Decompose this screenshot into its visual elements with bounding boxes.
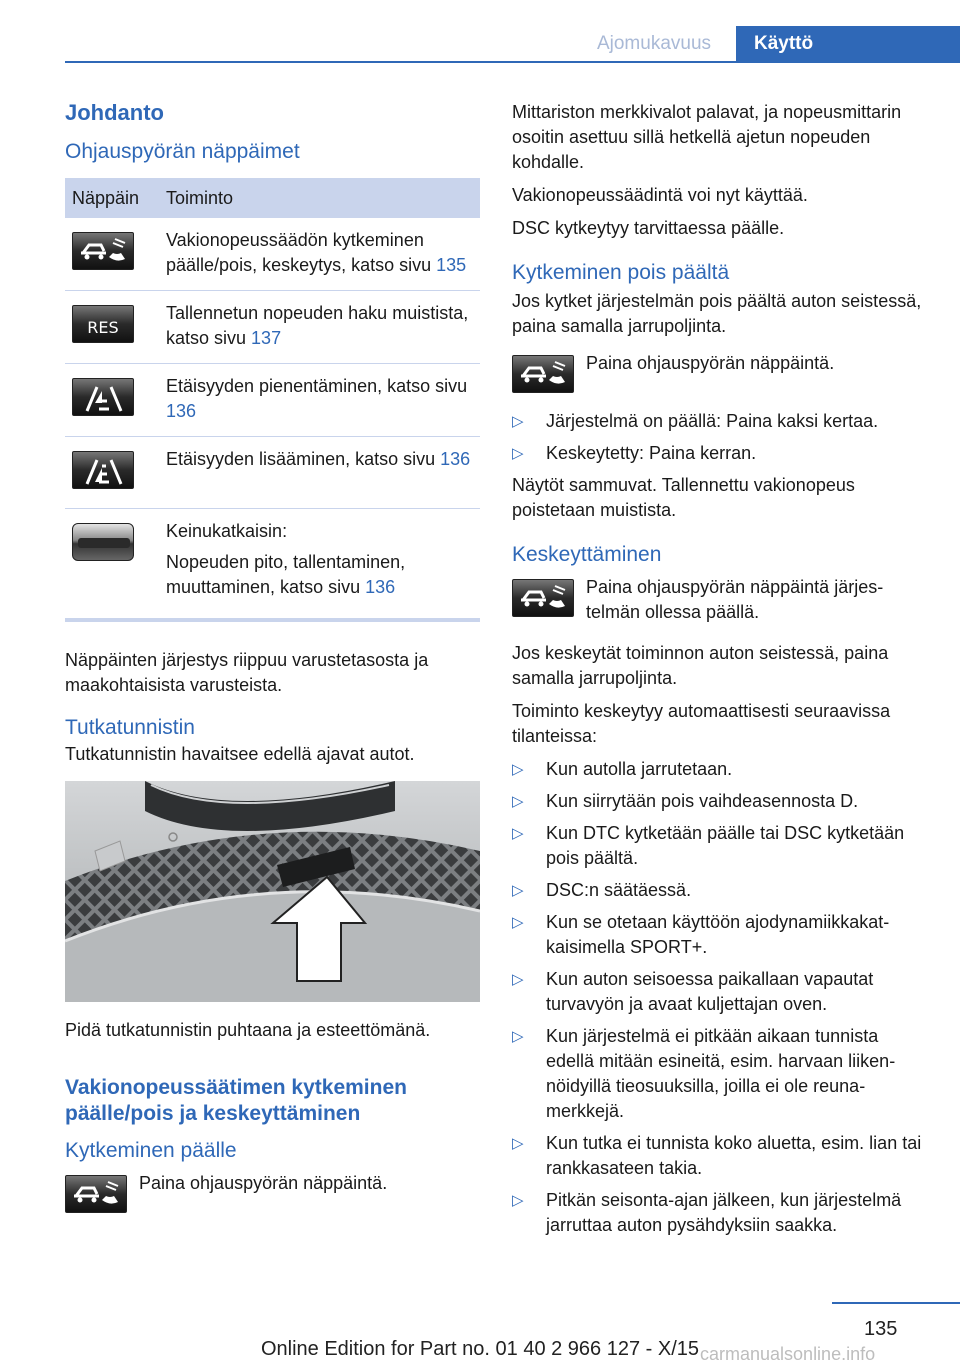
heading-switch-on-off: Vakionopeussäätimen kytkeminen päälle/pois ja keskeyttäminen [65,1076,407,1125]
heading-switch-on: Kytkeminen päälle [65,1139,237,1162]
footer-edition: Online Edition for Part no. 01 40 2 966 127 - X/15 [260,1338,700,1360]
list-item: ▷ Kun autolla jarrutetaan. [512,757,927,782]
distance-decrease-icon [72,378,134,416]
paragraph-ready: Vakionopeussäädintä voi nyt käyttää. [512,185,808,205]
triangle-bullet-icon: ▷ [512,882,524,899]
paragraph-dsc: DSC kytkeytyy tarvittaessa päälle. [512,218,785,238]
buttons-table [65,178,480,622]
triangle-bullet-icon: ▷ [512,1135,524,1152]
switch-off-list [512,409,927,466]
heading-radar: Tutkatunnistin [65,716,195,739]
page-link[interactable]: 135 [436,255,467,275]
triangle-bullet-icon: ▷ [512,445,524,462]
paragraph-switch-off-button: Paina ohjauspyörän näppäintä. [586,353,835,373]
list-item: ▷ Kun siirrytään pois vaihdeasennosta D. [512,789,927,814]
heading-intro: Johdanto [65,100,164,125]
paragraph-radar: Tutkatunnistin havaitsee edellä ajavat autot. [65,744,415,764]
list-item: ▷ Kun järjestelmä ei pitkään aikaan tunnista edellä mitään esineitä, esim. harvaan liikennöidyillä tieosuuksilla, joilla ei ole reunamerkkejä. [512,1026,896,1121]
paragraph-order: Näppäinten järjestys riippuu varustetasosta ja maakohtaisista varusteista. [65,650,429,695]
paragraph-clean: Pidä tutkatunnistin puhtaana ja esteettömänä. [65,1020,431,1040]
table-row [65,218,480,291]
table-header-function: Toiminto [166,178,480,218]
header-tab-kaytto[interactable]: Käyttö [736,26,960,61]
cruise-control-icon [65,1175,127,1213]
row-text-2: Nopeuden pito, tallentaminen, muuttaminen, katso sivu [166,552,406,597]
paragraph-indicators: Mittariston merkkivalot palavat, ja nopeusmittarin osoitin asettuu sillä hetkellä ajetun nopeuden kohdalle. [512,102,902,172]
header-rule [65,61,960,63]
row-text: Etäisyyden pienentäminen, katso sivu [166,376,468,396]
table-row [65,437,480,509]
distance-increase-icon [72,451,134,489]
row-text: Keinukatkaisin: [166,521,288,541]
row-text: Vakionopeussäädön kytkeminen päälle/pois, keskeytys, katso sivu [166,230,437,275]
cruise-control-icon [512,579,574,617]
list-item: ▷ Kun DTC kytketään päälle tai DSC kytketään pois päältä. [512,823,905,868]
paragraph-switch-off: Jos kytket järjestelmän pois päältä auton seistessä, paina samalla jarrupoljinta. [512,291,922,336]
cruise-control-icon [512,355,574,393]
paragraph-pause-1: Jos keskeytät toiminnon auton seistessä, paina samalla jarrupoljinta. [512,643,889,688]
triangle-bullet-icon: ▷ [512,413,524,430]
header-tab-ajomukavuus[interactable]: Ajomukavuus [596,33,712,54]
page-link[interactable]: 136 [166,401,197,421]
right-column [512,100,927,1245]
page-number: 135 [864,1318,898,1340]
triangle-bullet-icon: ▷ [512,914,524,931]
triangle-bullet-icon: ▷ [512,1028,524,1045]
triangle-bullet-icon: ▷ [512,825,524,842]
heading-steering-buttons: Ohjauspyörän näppäimet [65,140,300,163]
heading-pause: Keskeyttäminen [512,543,662,566]
page-link[interactable]: 136 [440,449,471,469]
paragraph-pause-button: Paina ohjauspyörän näppäintä järjestelmän ollessa päällä. [586,577,884,622]
res-label: RES [87,318,119,337]
row-text: Tallennetun nopeuden haku muistista, katso sivu [166,303,469,348]
table-row [65,291,480,364]
pause-list [512,757,927,1238]
table-row [65,509,480,621]
table-header-row [65,178,480,218]
switch-off-instruction [512,351,927,393]
list-item: ▷ DSC:n säätäessä. [512,878,927,903]
res-button-icon [72,305,134,343]
page-link[interactable]: 137 [251,328,282,348]
triangle-bullet-icon: ▷ [512,793,524,810]
paragraph-pause-2: Toiminto keskeytyy automaattisesti seuraavissa tilanteissa: [512,701,891,746]
triangle-bullet-icon: ▷ [512,761,524,778]
heading-switch-off: Kytkeminen pois päältä [512,261,730,284]
list-item: ▷ Järjestelmä on päällä: Paina kaksi kertaa. [512,409,927,434]
page-link[interactable]: 136 [365,577,396,597]
cruise-control-icon [72,232,134,270]
list-item: ▷ Kun tutka ei tunnista koko aluetta, esim. lian tai rankkasateen takia. [512,1133,922,1178]
list-item: ▷ Pitkän seisonta-ajan jälkeen, kun järjestelmä jarruttaa auton pysähdyksiin saakka. [512,1190,902,1235]
radar-photo-illustration [65,781,480,1002]
rocker-switch-icon [72,523,134,561]
left-column [65,100,480,1223]
list-item: ▷ Kun se otetaan käyttöön ajodynamiikkakatkaisimella SPORT+. [512,912,890,957]
table-row [65,364,480,437]
triangle-bullet-icon: ▷ [512,1192,524,1209]
radar-sensor-photo [65,781,480,1002]
paragraph-switch-off-after: Näytöt sammuvat. Tallennettu vakionopeus poistetaan muistista. [512,475,855,520]
pause-instruction [512,575,927,625]
footer-rule [832,1302,960,1304]
triangle-bullet-icon: ▷ [512,971,524,988]
table-header-button: Näppäin [65,178,166,218]
list-item: ▷ Kun auton seisoessa paikallaan vapautat turvavyön ja avaat kuljettajan oven. [512,969,874,1014]
paragraph-switch-on: Paina ohjauspyörän näppäintä. [139,1173,388,1193]
watermark: carmanualsonline.info [700,1344,876,1364]
row-text: Etäisyyden lisääminen, katso sivu [166,449,441,469]
switch-on-instruction [65,1171,480,1213]
list-item: ▷ Keskeytetty: Paina kerran. [512,441,927,466]
